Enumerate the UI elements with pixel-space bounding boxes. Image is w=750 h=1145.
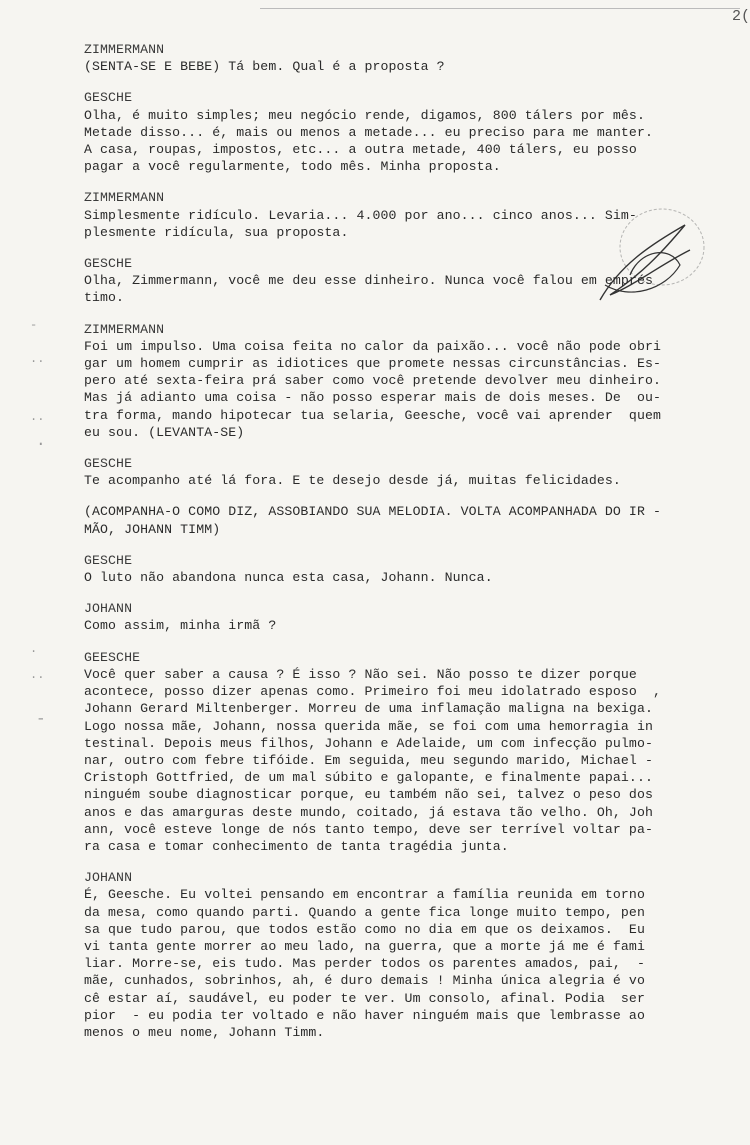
dialogue-line: (SENTA-SE E BEBE) Tá bem. Qual é a proposta ? bbox=[84, 59, 445, 75]
dialogue-line: vi tanta gente morrer ao meu lado, na guerra, que a morte já me é fami bbox=[84, 938, 645, 954]
dialogue-block bbox=[84, 321, 734, 441]
dialogue-line: da mesa, como quando parti. Quando a gente fica longe muito tempo, pen bbox=[84, 904, 645, 920]
speaker-name: JOHANN bbox=[84, 870, 133, 886]
dialogue-line: pagar a você regularmente, todo mês. Minha proposta. bbox=[84, 159, 501, 175]
dialogue-line: O luto não abandona nunca esta casa, Johann. Nunca. bbox=[84, 570, 493, 586]
dialogue-block bbox=[84, 189, 734, 241]
dialogue-line: É, Geesche. Eu voltei pensando em encontrar a família reunida em torno bbox=[84, 887, 645, 903]
speaker-name: GESCHE bbox=[84, 256, 133, 272]
dialogue-line: anos e das amarguras deste mundo, coitado, já estava tão velho. Oh, Joh bbox=[84, 804, 653, 820]
dialogue-line: Foi um impulso. Uma coisa feita no calor da paixão... você não pode obri bbox=[84, 338, 661, 354]
dialogue-line: nar, outro com febre tifóide. Em seguida, meu segundo marido, Michael - bbox=[84, 752, 653, 768]
dialogue-line: cê estar aí, saudável, eu poder te ver. Um consolo, afinal. Podia ser bbox=[84, 990, 645, 1006]
dialogue-line: liar. Morre-se, eis tudo. Mas perder todos os parentes amados, pai, - bbox=[84, 956, 645, 972]
margin-mark: - bbox=[36, 710, 46, 728]
margin-mark: .. bbox=[30, 668, 45, 682]
dialogue-line: Olha, Zimmermann, você me deu esse dinheiro. Nunca você falou em emprés bbox=[84, 273, 653, 289]
stage-direction bbox=[84, 503, 734, 537]
speaker-name: GESCHE bbox=[84, 90, 133, 106]
dialogue-line: sa que tudo parou, que todos estão como no dia em que os deixamos. Eu bbox=[84, 921, 645, 937]
script-text bbox=[84, 41, 734, 1055]
dialogue-line: Cristoph Gottfried, de um mal súbito e galopante, e finalmente papai... bbox=[84, 770, 653, 786]
dialogue-line: Olha, é muito simples; meu negócio rende, digamos, 800 tálers por mês. bbox=[84, 107, 645, 123]
dialogue-block bbox=[84, 41, 734, 75]
margin-mark: - bbox=[30, 318, 38, 332]
dialogue-line: ann, você esteve longe de nós tanto tempo, deve ser terrível voltar pa- bbox=[84, 821, 653, 837]
speaker-name: JOHANN bbox=[84, 601, 133, 617]
dialogue-line: Mas já adianto uma coisa - não posso esperar mais de dois meses. De ou- bbox=[84, 390, 661, 406]
dialogue-line: MÃO, JOHANN TIMM) bbox=[84, 521, 221, 537]
dialogue-line: Johann Gerard Miltenberger. Morreu de uma inflamação maligna na bexiga. bbox=[84, 701, 653, 717]
dialogue-line: pero até sexta-feira prá saber como você pretende devolver meu dinheiro. bbox=[84, 373, 661, 389]
dialogue-line: ra casa e tomar conhecimento de tanta tragédia junta. bbox=[84, 838, 509, 854]
margin-mark: . bbox=[36, 432, 46, 450]
dialogue-line: Metade disso... é, mais ou menos a metade... eu preciso para me manter. bbox=[84, 124, 653, 140]
dialogue-line: A casa, roupas, impostos, etc... a outra metade, 400 tálers, eu posso bbox=[84, 142, 637, 158]
dialogue-line: menos o meu nome, Johann Timm. bbox=[84, 1024, 325, 1040]
dialogue-line: timo. bbox=[84, 290, 125, 306]
dialogue-line: testinal. Depois meus filhos, Johann e Adelaide, um com infecção pulmo- bbox=[84, 735, 653, 751]
dialogue-block bbox=[84, 869, 734, 1041]
dialogue-line: tra forma, mando hipotecar tua selaria, Geesche, você vai aprender quem bbox=[84, 407, 661, 423]
dialogue-block bbox=[84, 552, 734, 586]
dialogue-block bbox=[84, 600, 734, 634]
margin-mark: .. bbox=[30, 352, 45, 366]
page-number: 2( bbox=[731, 8, 750, 25]
dialogue-line: acontece, posso dizer apenas como. Primeiro foi meu idolatrado esposo , bbox=[84, 684, 661, 700]
dialogue-line: Simplesmente ridículo. Levaria... 4.000 por ano... cinco anos... Sim- bbox=[84, 207, 637, 223]
dialogue-line: Como assim, minha irmã ? bbox=[84, 618, 277, 634]
dialogue-line: gar um homem cumprir as idiotices que promete nessas circunstâncias. Es- bbox=[84, 356, 661, 372]
dialogue-block bbox=[84, 89, 734, 175]
dialogue-line: eu sou. (LEVANTA-SE) bbox=[84, 424, 245, 440]
dialogue-line: Te acompanho até lá fora. E te desejo desde já, muitas felicidades. bbox=[84, 473, 621, 489]
speaker-name: ZIMMERMANN bbox=[84, 190, 165, 206]
dialogue-block bbox=[84, 255, 734, 307]
page-top-rule bbox=[260, 8, 740, 9]
dialogue-block bbox=[84, 649, 734, 855]
speaker-name: ZIMMERMANN bbox=[84, 321, 165, 337]
speaker-name: GESCHE bbox=[84, 456, 133, 472]
speaker-name: ZIMMERMANN bbox=[84, 42, 165, 57]
dialogue-line: Você quer saber a causa ? É isso ? Não sei. Não posso te dizer porque bbox=[84, 666, 637, 682]
dialogue-line: Logo nossa mãe, Johann, nossa querida mãe, se foi com uma hemorragia in bbox=[84, 718, 653, 734]
dialogue-line: (ACOMPANHA-O COMO DIZ, ASSOBIANDO SUA MELODIA. VOLTA ACOMPANHADA DO IR - bbox=[84, 504, 661, 520]
dialogue-line: pior - eu podia ter voltado e não haver ninguém mais que lembrasse ao bbox=[84, 1007, 645, 1023]
margin-mark: .. bbox=[30, 410, 45, 424]
speaker-name: GEESCHE bbox=[84, 649, 141, 665]
dialogue-line: mãe, cunhados, sobrinhos, ah, é duro demais ! Minha única alegria é vo bbox=[84, 973, 645, 989]
margin-mark: . bbox=[30, 642, 38, 656]
dialogue-line: plesmente ridícula, sua proposta. bbox=[84, 224, 349, 240]
dialogue-line: ninguém soube diagnosticar porque, eu também não sei, talvez o peso dos bbox=[84, 787, 653, 803]
speaker-name: GESCHE bbox=[84, 552, 133, 568]
dialogue-block bbox=[84, 455, 734, 489]
